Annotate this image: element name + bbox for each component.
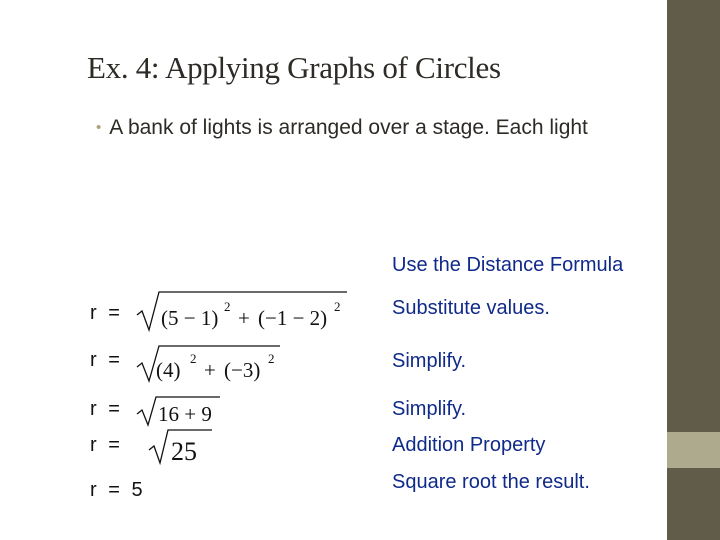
step-distance-formula: Use the Distance Formula	[392, 254, 624, 276]
bullet-item	[96, 116, 588, 140]
eq2-exp-b: 2	[268, 351, 275, 366]
eq4-expr: 25	[171, 437, 197, 466]
eq1-term-b: (−1 − 2)	[258, 306, 328, 330]
r-final: r = 5	[90, 479, 146, 501]
eq1-exp-b: 2	[334, 299, 341, 314]
step-simplify-1: Simplify.	[392, 350, 467, 372]
r-label-1: r =	[90, 302, 123, 324]
step-addition-property: Addition Property	[392, 434, 546, 456]
eq2-exp-a: 2	[190, 351, 197, 366]
eq1-plus: +	[238, 306, 250, 330]
eq1-exp-a: 2	[224, 299, 231, 314]
bullet-text: A bank of lights is arranged over a stage. Each light	[109, 116, 588, 139]
eq2-plus: +	[204, 358, 216, 382]
step-square-root: Square root the result.	[392, 471, 590, 493]
r-label-3: r =	[90, 398, 123, 420]
equation-1	[134, 288, 349, 334]
eq1-term-a: (5 − 1)	[161, 306, 219, 330]
bullet-dot-icon: •	[96, 119, 102, 136]
eq2-term-a: (4)	[156, 358, 181, 382]
slide-title: Ex. 4: Applying Graphs of Circles	[87, 50, 501, 85]
equation-4	[146, 426, 216, 466]
step-substitute: Substitute values.	[392, 297, 550, 319]
eq3-expr: 16 + 9	[158, 402, 212, 426]
eq2-term-b: (−3)	[224, 358, 261, 382]
r-label-4: r =	[90, 434, 123, 456]
equation-2	[134, 342, 284, 384]
sidebar-accent	[667, 432, 720, 468]
step-simplify-2: Simplify.	[392, 398, 467, 420]
equation-3	[134, 394, 224, 428]
r-label-2: r =	[90, 349, 123, 371]
